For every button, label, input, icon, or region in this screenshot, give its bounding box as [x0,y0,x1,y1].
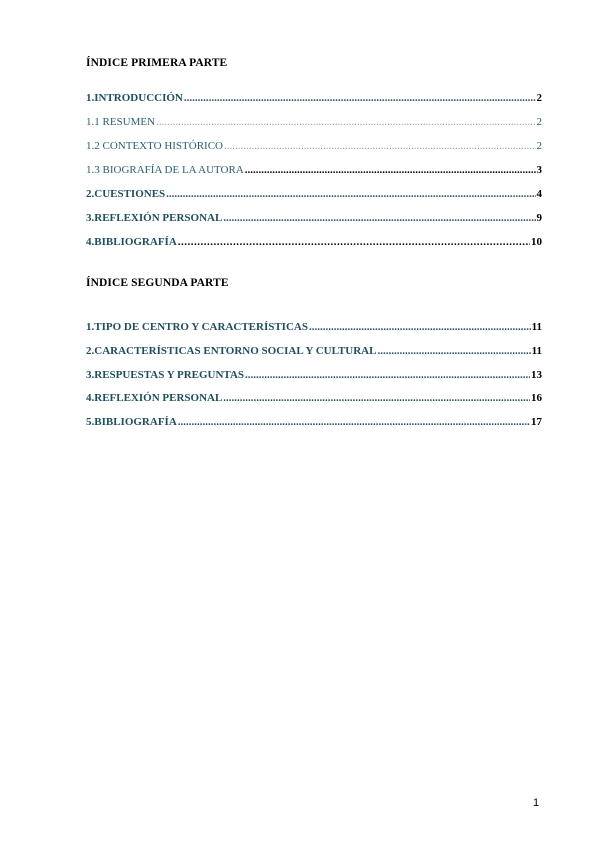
dot-leader [309,320,531,334]
toc-entry-resumen[interactable] [86,115,542,129]
dot-leader [245,368,530,382]
toc-entry-page: 2 [536,116,542,128]
toc-entry-reflexion-personal-2[interactable] [86,391,542,405]
toc-entry-bibliografia[interactable] [86,235,542,249]
dot-leader [156,115,535,129]
toc-entry-label: 2.CUESTIONES [86,188,166,200]
toc-entry-page: 16 [531,392,542,404]
toc-entry-page: 4 [536,188,542,200]
toc-entry-page: 17 [531,416,542,428]
index-part1-heading: ÍNDICE PRIMERA PARTE [86,57,228,69]
dot-leader [377,344,530,358]
toc-entry-reflexion-personal[interactable] [86,211,542,225]
toc-entry-label: 3.REFLEXIÓN PERSONAL [86,212,223,224]
dot-leader [178,415,530,429]
toc-entry-label: 1.TIPO DE CENTRO Y CARACTERÍSTICAS [86,321,308,333]
toc-entry-tipo-centro[interactable] [86,320,542,334]
toc-entry-biografia[interactable] [86,163,542,177]
toc-entry-page: 3 [536,164,542,176]
toc-entry-page: 10 [531,236,542,248]
toc-entry-label: 1.2 CONTEXTO HISTÓRICO [86,140,223,152]
dot-leader [184,91,536,105]
toc-entry-label: 1.INTRODUCCIÓN [86,92,183,104]
toc-entry-page: 9 [536,212,542,224]
dot-leader [223,211,535,225]
toc-entry-introduccion[interactable] [86,91,542,105]
dot-leader [245,163,536,177]
dot-leader [178,235,530,249]
toc-entry-label: 4.BIBLIOGRAFÍA [86,236,177,248]
toc-entry-label: 4.REFLEXIÓN PERSONAL [86,392,223,404]
toc-entry-entorno-social[interactable] [86,344,542,358]
toc-entry-page: 11 [531,345,542,357]
toc-entry-label: 2.CARACTERÍSTICAS ENTORNO SOCIAL Y CULTURAL [86,345,377,357]
toc-entry-respuestas-preguntas[interactable] [86,368,542,382]
toc-entry-cuestiones[interactable] [86,187,542,201]
toc-entry-page: 2 [536,92,542,104]
toc-entry-label: 1.1 RESUMEN [86,116,156,128]
toc-entry-label: 5.BIBLIOGRAFÍA [86,416,177,428]
dot-leader [224,139,536,153]
toc-entry-contexto-historico[interactable] [86,139,542,153]
toc-entry-bibliografia-2[interactable] [86,415,542,429]
toc-entry-label: 3.RESPUESTAS Y PREGUNTAS [86,369,245,381]
toc-entry-page: 11 [531,321,542,333]
toc-entry-page: 2 [536,140,542,152]
toc-entry-label: 1.3 BIOGRAFÍA DE LA AUTORA [86,164,244,176]
index-part2-heading: ÍNDICE SEGUNDA PARTE [86,277,229,289]
page-number: 1 [533,797,540,809]
dot-leader [223,391,530,405]
toc-entry-page: 13 [531,369,542,381]
dot-leader [166,187,535,201]
